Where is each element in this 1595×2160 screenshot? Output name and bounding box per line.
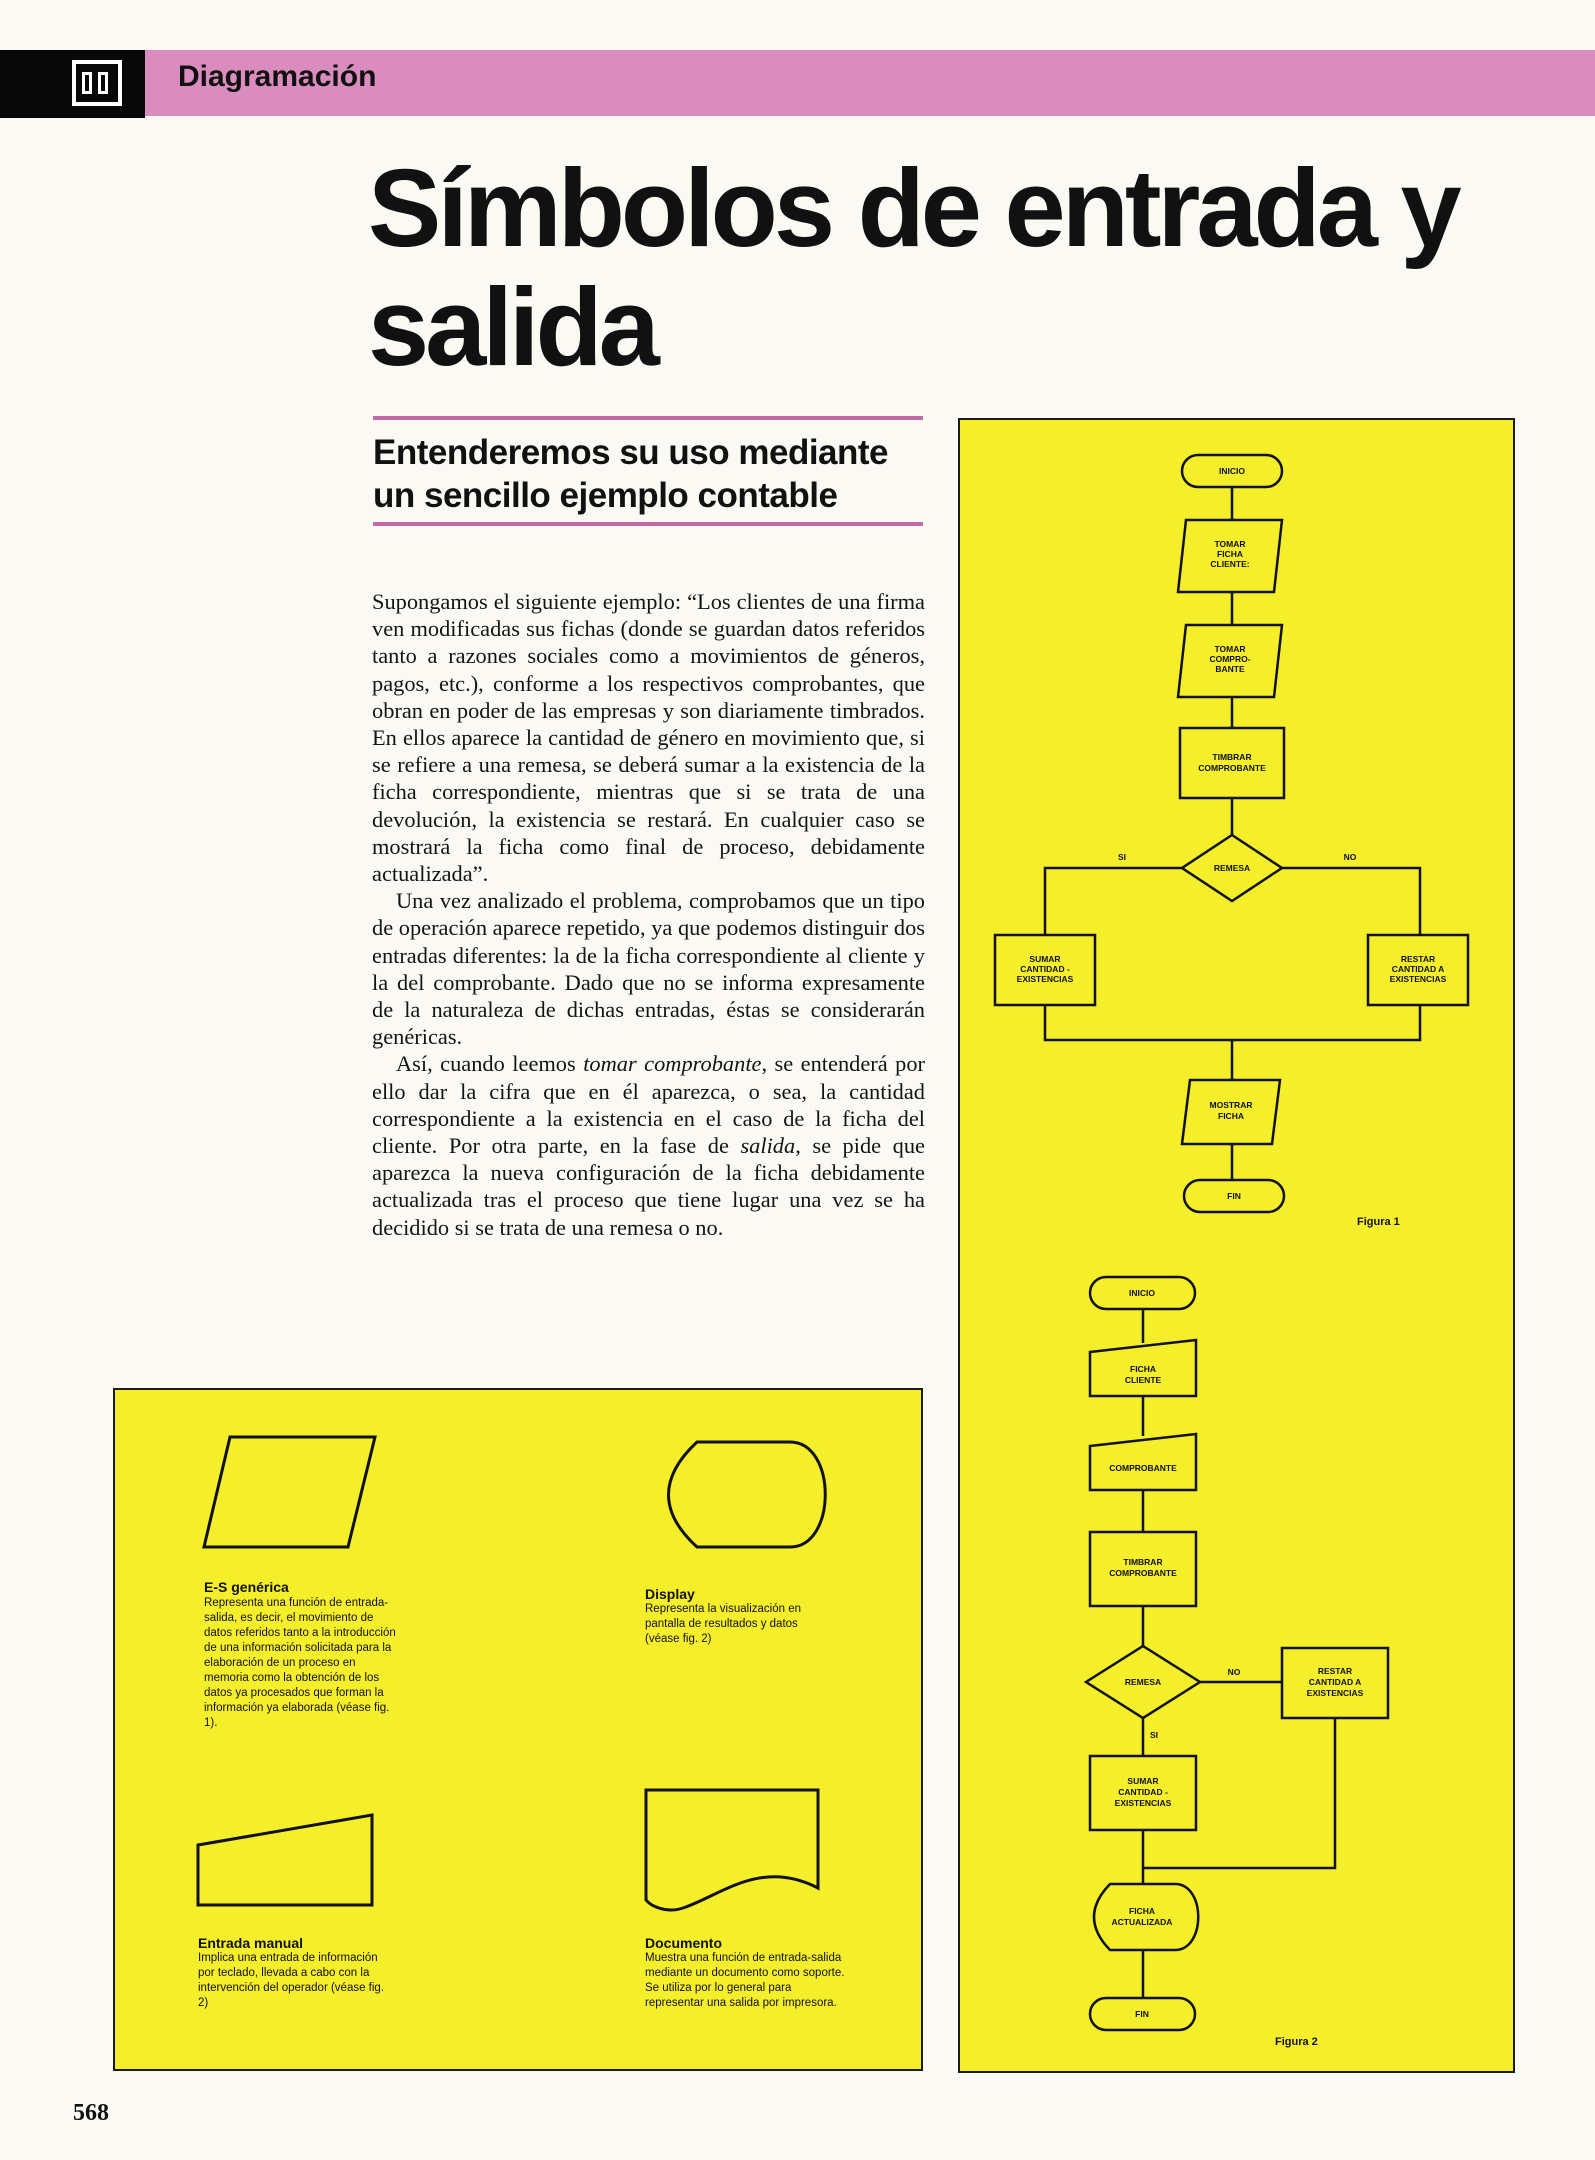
fig2-ficha-label-1: FICHA [1130,1364,1156,1374]
fig1-timbrar-label-2: COMPROBANTE [1198,763,1266,773]
fig1-no-label: NO [1343,852,1357,862]
figure-1-caption: Figura 1 [1357,1216,1400,1228]
fig1-sumar-label-1: SUMAR [1029,954,1061,964]
fig1-remesa-label: REMESA [1213,863,1251,873]
fig1-sumar-label-3: EXISTENCIAS [1016,974,1074,984]
fig1-restar-label-1: RESTAR [1400,954,1436,964]
fig2-timbrar-label-1: TIMBRAR [1123,1557,1163,1567]
fig1-restar-label-3: EXISTENCIAS [1389,974,1447,984]
fig2-ficha-act-label-2: ACTUALIZADA [1111,1917,1173,1927]
fig1-mostrar-label-2: FICHA [1218,1111,1244,1121]
fig2-sumar-label-2: CANTIDAD - [1118,1787,1168,1797]
generic-io-title: E-S genérica [204,1579,289,1595]
fig1-fin-label: FIN [1227,1191,1241,1201]
chapter-icon [72,60,122,106]
manual-input-desc: Implica una entrada de información por teclado, llevada a cabo con la intervención del operador (véase fig. 2) [198,1952,385,2009]
section-title: Diagramación [178,60,377,93]
fig2-restar-label-3: EXISTENCIAS [1306,1688,1364,1698]
display-desc: Representa la visualización en pantalla de resultados y datos (véase fig. 2) [645,1603,801,1645]
fig1-tomar-ficha-label-3: CLIENTE: [1210,559,1250,569]
fig1-sumar-label-2: CANTIDAD - [1020,964,1070,974]
fig2-comprobante-label: COMPROBANTE [1109,1463,1177,1473]
subtitle-rule-bottom [373,522,923,526]
document-title: Documento [645,1935,722,1951]
fig1-timbrar-label-1: TIMBRAR [1212,752,1252,762]
generic-io-desc: Representa una función de entrada-salida, es decir, el movimiento de datos referidos tanto a la introducción de una información solicitada para la elaboración de un proceso en memoria como la obtención de los datos ya procesados que forman la información ya elaborada (véase fig. 1). [204,1597,396,1729]
fig1-si-label: SI [1117,852,1127,862]
display-title: Display [645,1586,695,1602]
figure-2-caption: Figura 2 [1275,2036,1318,2048]
paragraph-2: Una vez analizado el problema, comprobamos que un tipo de operación aparece repetido, ya que podemos distinguir dos entradas diferentes: la de la ficha correspondiente al cliente y la del comprobante. Dado que no se informa expresamente de la naturaleza de dichas entradas, éstas se considerarán genéricas. [372,888,925,1050]
subtitle: Entenderemos su uso mediante un sencillo ejemplo contable [373,433,889,515]
fig2-no-label: NO [1227,1667,1241,1677]
fig2-fin-label: FIN [1135,2009,1149,2019]
document-desc: Muestra una función de entrada-salida mediante un documento como soporte. Se utiliza por lo general para representar una salida por impresora. [645,1952,845,2009]
fig2-ficha-label-2: CLIENTE [1124,1375,1162,1385]
fig2-sumar-label-1: SUMAR [1127,1776,1159,1786]
flowcharts-box [958,418,1515,2073]
manual-input-title: Entrada manual [198,1935,304,1951]
page-number: 568 [73,2100,109,2126]
fig2-remesa-label: REMESA [1124,1677,1162,1687]
page-title: Símbolos de entrada y salida [368,147,1458,389]
paragraph-1: Supongamos el siguiente ejemplo: “Los clientes de una firma ven modificadas sus fichas (donde se guardan datos referidos tanto a razones sociales como a movimientos de géneros, pagos, etc.), conforme a los respectivos comprobantes, que obran en poder de las empresas y son diariamente timbrados. En ellos aparece la cantidad de género en movimiento que, si se refiere a una remesa, se deberá sumar a la existencia de la ficha correspondiente, mientras que si se trata de una devolución, la existencia se restará. En cualquier caso se mostrará la ficha como final de proceso, debidamente actualizada”. [372,589,925,887]
fig1-tomar-comp-label-1: TOMAR [1214,644,1246,654]
paragraph-3: Así, cuando leemos tomar comprobante, se entenderá por ello dar la cifra que en él aparezca, o sea, la cantidad correspondiente a la existencia en el caso de la ficha del cliente. Por otra parte, en la fase de salida, se pide que aparezca la nueva configuración de la ficha debidamente actualizada tras el proceso que tiene lugar una vez se ha decidido si se trata de una remesa o no. [372,1051,926,1240]
fig1-tomar-comp-label-3: BANTE [1215,664,1245,674]
fig1-inicio-label: INICIO [1219,466,1245,476]
article-body [372,588,925,1241]
fig1-tomar-ficha-label-2: FICHA [1217,549,1243,559]
fig1-tomar-ficha-label-1: TOMAR [1214,539,1246,549]
fig1-mostrar-label-1: MOSTRAR [1209,1100,1253,1110]
fig2-inicio-label: INICIO [1129,1288,1155,1298]
fig2-sumar-label-3: EXISTENCIAS [1114,1798,1172,1808]
fig2-si-label: SI [1149,1730,1159,1740]
fig2-restar-label-2: CANTIDAD A [1308,1677,1362,1687]
subtitle-rule-top [373,416,923,420]
fig1-tomar-comp-label-2: COMPRO- [1209,654,1251,664]
fig2-timbrar-label-2: COMPROBANTE [1109,1568,1177,1578]
fig2-restar-label-1: RESTAR [1317,1666,1353,1676]
fig2-ficha-act-label-1: FICHA [1129,1906,1155,1916]
fig1-restar-label-2: CANTIDAD A [1391,964,1445,974]
